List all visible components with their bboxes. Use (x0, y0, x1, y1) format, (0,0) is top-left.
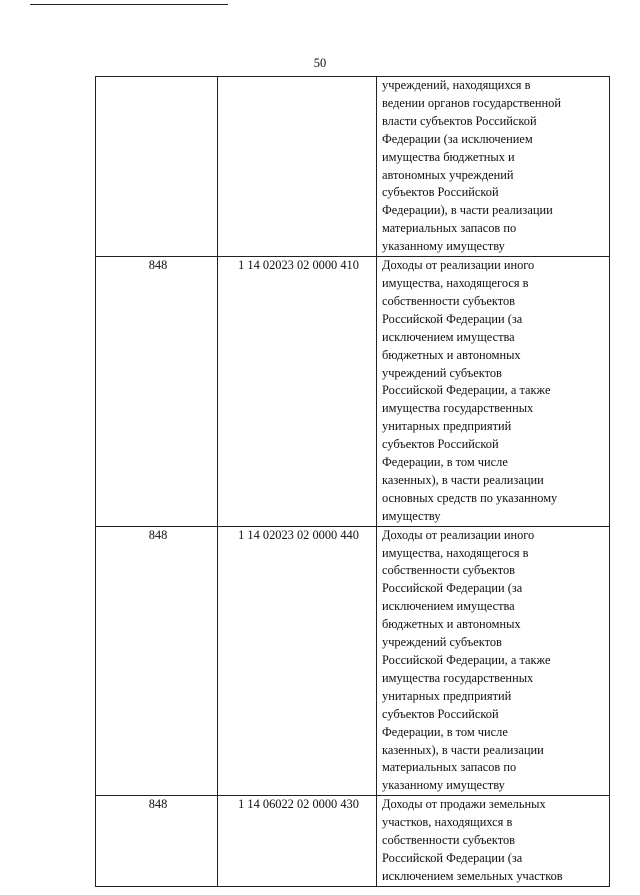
kbk-code-cell: 1 14 02023 02 0000 410 (218, 257, 377, 527)
description-cell: учреждений, находящихся в ведении органов государственной власти субъектов Российской Федерации (за исключением имущества бюджетных и автономных учреждений субъектов Российской Федерации), в части реализации материальных запасов по указанному имуществу (377, 77, 610, 257)
table-row (96, 257, 610, 527)
admin-code-cell (96, 77, 218, 257)
description-cell: Доходы от реализации иного имущества, находящегося в собственности субъектов Российской Федерации (за исключением имущества бюджетных и автономных учреждений субъектов Российской Федерации, а также имущества государственных унитарных предприятий субъектов Российской Федерации, в том числе казенных), в части реализации основных средств по указанному имуществу (377, 257, 610, 527)
revenue-codes-table (95, 76, 610, 887)
table-row (96, 796, 610, 887)
description-cell: Доходы от продажи земельных участков, находящихся в собственности субъектов Российской Федерации (за исключением земельных участков (377, 796, 610, 887)
page-number: 50 (313, 56, 327, 70)
table-row (96, 77, 610, 257)
kbk-code-cell: 1 14 06022 02 0000 430 (218, 796, 377, 887)
table-row (96, 526, 610, 796)
header-rule (30, 4, 228, 5)
admin-code-cell: 848 (96, 526, 218, 796)
admin-code-cell: 848 (96, 257, 218, 527)
admin-code-cell: 848 (96, 796, 218, 887)
kbk-code-cell: 1 14 02023 02 0000 440 (218, 526, 377, 796)
description-cell: Доходы от реализации иного имущества, находящегося в собственности субъектов Российской Федерации (за исключением имущества бюджетных и автономных учреждений субъектов Российской Федерации, а также имущества государственных унитарных предприятий субъектов Российской Федерации, в том числе казенных), в части реализации материальных запасов по указанному имуществу (377, 526, 610, 796)
kbk-code-cell (218, 77, 377, 257)
